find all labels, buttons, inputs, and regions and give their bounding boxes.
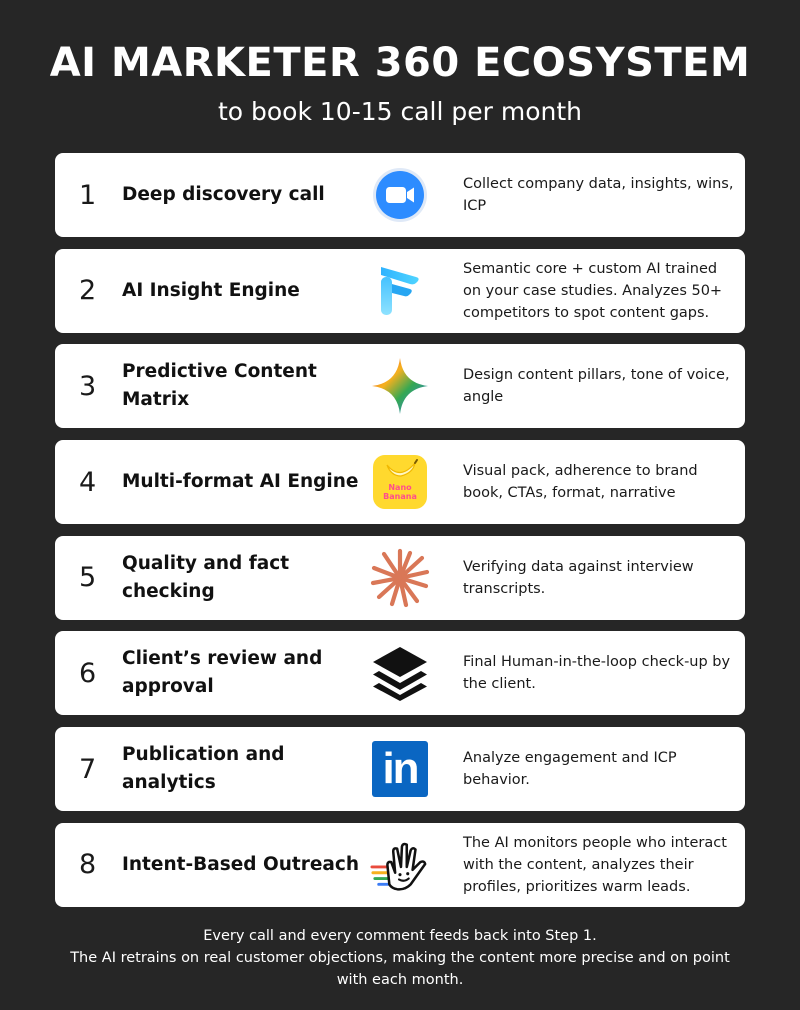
step-card-8	[55, 823, 745, 907]
step-number: 7	[79, 753, 97, 785]
nano-banana-label: Nano Banana	[383, 483, 417, 502]
step-number: 6	[79, 657, 97, 689]
step-number: 5	[79, 562, 97, 594]
step-description: Collect company data, insights, wins, ICP	[463, 176, 734, 214]
step-description: Final Human-in-the-loop check-up by the client.	[463, 654, 731, 693]
step-name: Multi-format AI Engine	[122, 471, 359, 493]
step-name: Predictive Content Matrix	[122, 361, 317, 411]
step-name: Publication and analytics	[122, 744, 285, 794]
step-card-1	[55, 153, 745, 237]
footer-line-2: The AI retrains on real customer objections, making the content more precise and on point with each month.	[70, 950, 730, 988]
step-number: 3	[79, 370, 97, 402]
step-card-5	[55, 536, 745, 620]
steps-list	[55, 153, 745, 919]
nano-banana-icon	[370, 454, 430, 510]
page-title: AI MARKETER 360 ECOSYSTEM	[49, 40, 751, 86]
claude-burst-icon	[370, 550, 430, 606]
step-description: Semantic core + custom AI trained on your case studies. Analyzes 50+ competitors to spot content gaps.	[463, 260, 723, 321]
linkedin-logo-text: in	[372, 741, 428, 797]
step-name: Deep discovery call	[122, 184, 325, 205]
step-card-2	[55, 249, 745, 333]
footer-line-1: Every call and every comment feeds back into Step 1.	[203, 928, 597, 944]
step-name: Quality and fact checking	[122, 552, 290, 602]
step-number: 8	[79, 849, 97, 881]
step-number: 2	[79, 275, 97, 307]
footer-note	[60, 925, 740, 991]
step-name: Client’s review and approval	[122, 648, 323, 698]
zoom-icon	[370, 167, 430, 223]
waving-hand-icon	[370, 837, 430, 893]
step-description: Analyze engagement and ICP behavior.	[463, 750, 677, 789]
step-card-6	[55, 631, 745, 715]
step-description: The AI monitors people who interact with the content, analyzes their profiles, prioritizes warm leads.	[463, 834, 727, 895]
step-number: 1	[79, 179, 97, 211]
layers-stack-icon	[370, 645, 430, 701]
step-description: Visual pack, adherence to brand book, CTAs, format, narrative	[463, 463, 698, 502]
step-name: AI Insight Engine	[122, 279, 300, 301]
step-number: 4	[79, 466, 97, 498]
step-description: Design content pillars, tone of voice, angle	[463, 367, 730, 406]
step-card-4	[55, 440, 745, 524]
step-card-3	[55, 344, 745, 428]
perplexity-style-icon	[370, 263, 430, 319]
step-name: Intent-Based Outreach	[122, 853, 359, 875]
step-card-7	[55, 727, 745, 811]
gemini-sparkle-icon	[370, 358, 430, 414]
linkedin-icon	[370, 741, 430, 797]
step-description: Verifying data against interview transcripts.	[463, 558, 694, 597]
page-subtitle: to book 10-15 call per month	[217, 97, 583, 126]
